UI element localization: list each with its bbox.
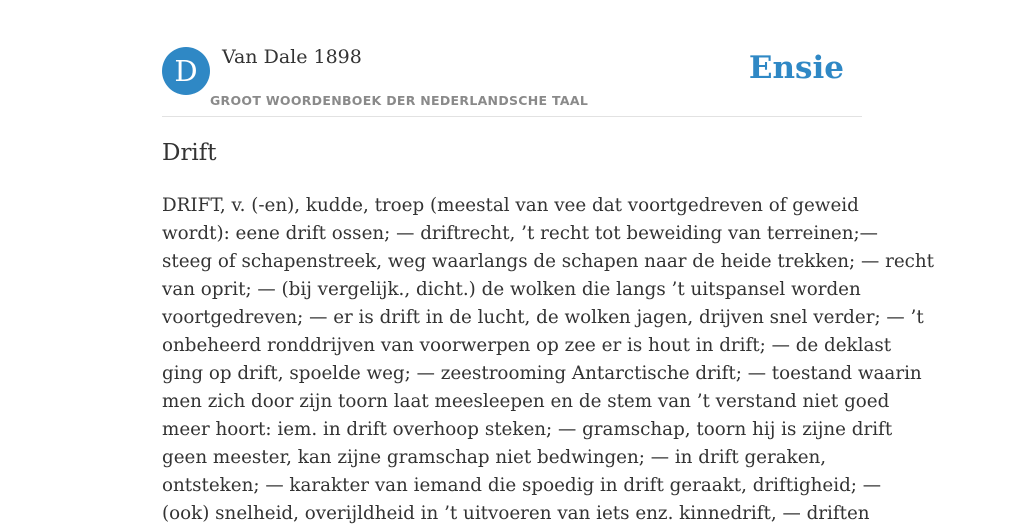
definition-line: geen meester, kan zijne gramschap niet bedwingen; — in drift geraken,	[162, 447, 827, 468]
source-subtitle: GROOT WOORDENBOEK DER NEDERLANDSCHE TAAL	[210, 93, 589, 108]
ensie-logo[interactable]: Ensie	[748, 50, 844, 86]
definition-line: voortgedreven; — er is drift in de lucht, de wolken jagen, drijven snel verder; — ’t	[162, 307, 924, 328]
source-title[interactable]: Van Dale 1898	[222, 46, 362, 68]
definition-line: men zich door zijn toorn laat meesleepen en de stem van ’t verstand niet goed	[162, 391, 890, 412]
source-avatar[interactable]: D	[162, 47, 210, 95]
definition-line: (ook) snelheid, overijldheid in ’t uitvoeren van iets enz. kinnedrift, — driften	[162, 503, 870, 524]
definition-line: DRIFT, v. (-en), kudde, troep (meestal van vee dat voortgedreven of geweid	[162, 195, 859, 216]
definition-line: van oprit; — (bij vergelijk., dicht.) de wolken die langs ’t uitspansel worden	[162, 279, 861, 300]
definition-line: onbeheerd ronddrijven van voorwerpen op zee er is hout in drift; — de deklast	[162, 335, 892, 356]
source-header	[162, 40, 862, 117]
entry-definition	[162, 192, 935, 528]
definition-line: ontsteken; — karakter van iemand die spoedig in drift geraakt, driftigheid; —	[162, 475, 882, 496]
definition-line: ging op drift, spoelde weg; — zeestrooming Antarctische drift; — toestand waarin	[162, 363, 922, 384]
definition-line: meer hoort: iem. in drift overhoop steken; — gramschap, toorn hij is zijne drift	[162, 419, 893, 440]
definition-line: wordt): eene drift ossen; — driftrecht, ’t recht tot beweiding van terreinen;—	[162, 223, 878, 244]
definition-line: steeg of schapenstreek, weg waarlangs de schapen naar de heide trekken; — recht	[162, 251, 935, 272]
entry-title: Drift	[162, 140, 217, 166]
